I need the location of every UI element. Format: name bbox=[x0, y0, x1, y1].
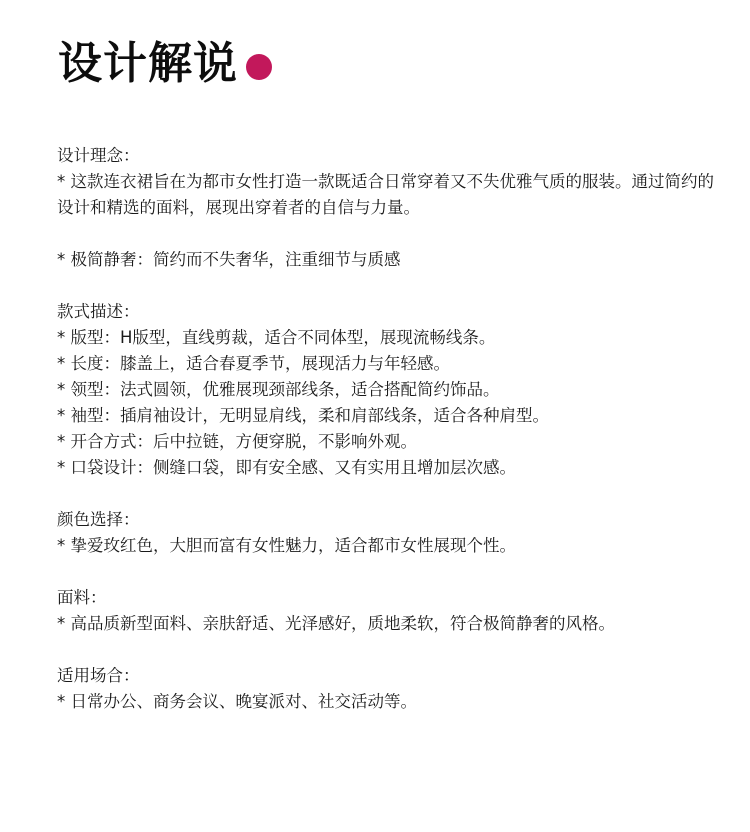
list-item: * 日常办公、商务会议、晚宴派对、社交活动等。 bbox=[57, 692, 417, 711]
section-heading: 面料： bbox=[57, 588, 107, 607]
section-heading: 适用场合： bbox=[57, 666, 140, 685]
section-heading: 设计理念： bbox=[57, 146, 140, 165]
accent-dot-icon bbox=[246, 54, 272, 80]
page-title: 设计解说 bbox=[58, 38, 238, 89]
section-fabric bbox=[57, 585, 717, 637]
section-design-concept bbox=[57, 143, 717, 221]
section-color-choice bbox=[57, 507, 717, 559]
section-heading: 款式描述： bbox=[57, 302, 140, 321]
list-item: * 开合方式：后中拉链，方便穿脱，不影响外观。 bbox=[57, 432, 417, 451]
section-heading: 颜色选择： bbox=[57, 510, 140, 529]
section-style-description bbox=[57, 299, 717, 481]
list-item: * 袖型：插肩袖设计，无明显肩线，柔和肩部线条，适合各种肩型。 bbox=[57, 406, 549, 425]
paragraph: * 极简静奢：简约而不失奢华，注重细节与质感 bbox=[57, 250, 401, 269]
list-item: * 长度：膝盖上，适合春夏季节，展现活力与年轻感。 bbox=[57, 354, 450, 373]
description-body bbox=[57, 143, 717, 741]
list-item: * 领型：法式圆领，优雅展现颈部线条，适合搭配简约饰品。 bbox=[57, 380, 500, 399]
paragraph: * 这款连衣裙旨在为都市女性打造一款既适合日常穿着又不失优雅气质的服装。通过简约的设计和精选的面料，展现出穿着者的自信与力量。 bbox=[57, 172, 714, 217]
list-item: * 高品质新型面料、亲肤舒适、光泽感好，质地柔软，符合极简静奢的风格。 bbox=[57, 614, 615, 633]
list-item: * 版型：H版型，直线剪裁，适合不同体型，展现流畅线条。 bbox=[57, 328, 496, 347]
section-occasions bbox=[57, 663, 717, 715]
list-item: * 挚爱玫红色，大胆而富有女性魅力，适合都市女性展现个性。 bbox=[57, 536, 516, 555]
title-row bbox=[58, 34, 272, 94]
list-item: * 口袋设计：侧缝口袋，即有安全感、又有实用且增加层次感。 bbox=[57, 458, 516, 477]
section-minimal-luxury bbox=[57, 247, 717, 273]
